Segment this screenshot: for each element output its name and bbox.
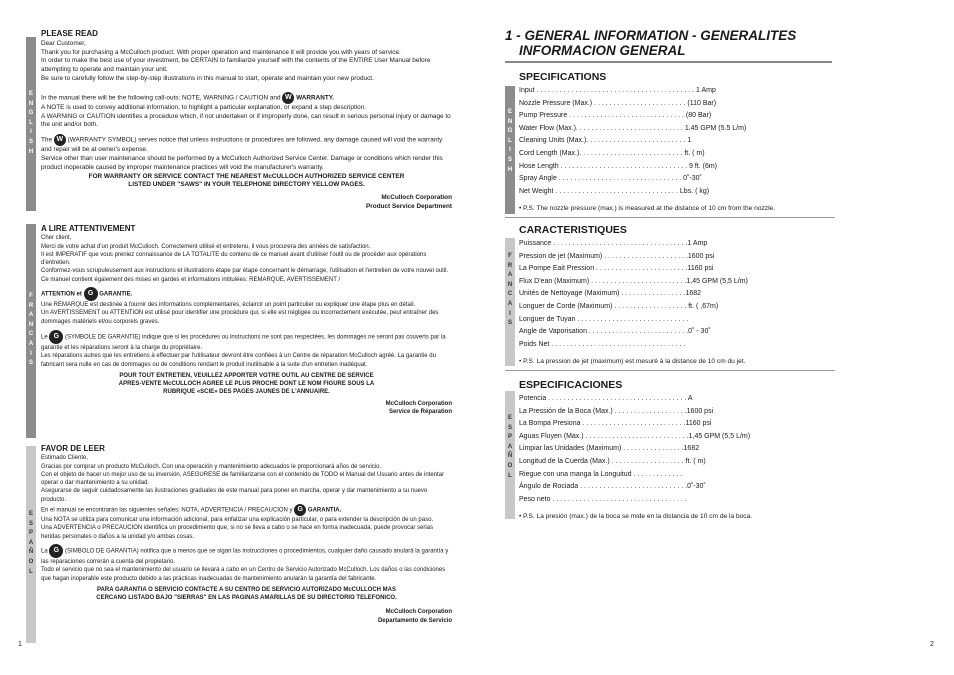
- french-p1: Cher client,: [41, 235, 72, 242]
- title-rule: [505, 61, 832, 63]
- spanish-p1: Estimado Cliente,: [41, 455, 89, 462]
- spanish-signature-1: McCulloch Corporation: [385, 609, 452, 616]
- french-p5-line: [41, 287, 452, 301]
- spec-row: Cord Length (Max.). . . . . . . . . . . . . . . . . . . . . . . . . . . ft. ( m): [519, 149, 705, 157]
- french-p7: Un AVERTISSEMENT ou ATTENTION est utilisé pour identifier une procédure qui, si elle est négligée ou incorrectement exécutée, peut entraîner des dommages matériels et/ou corporels graves.: [41, 310, 439, 325]
- spec-row: La Pressión de la Boca (Max.) . . . . . . . . . . . . . . . . . . .1600 psi: [519, 407, 714, 415]
- spec-row: Unités de Nettoyage (Maximum) . . . . . . . . . . . . . . . . .1682: [519, 290, 702, 298]
- specs-side-label: E N G L I S H: [507, 109, 513, 173]
- english-heading: PLEASE READ: [41, 29, 98, 38]
- spanish-p5: En el manual se encontrarán las siguientes señales: NOTA, ADVERTENCIA / PRECAUCION y: [41, 507, 293, 514]
- french-contact-2: APRES-VENTE McCULLOCH AGREE LE PLUS PROCHE DONT LE NOM FIGURE SOUS LA: [118, 381, 375, 388]
- spec-row: Nozzle Pressure (Max.) . . . . . . . . . . . . . . . . . . . . . . . . (110 Bar): [519, 99, 717, 107]
- specifications-note: • P.S. The nozzle pressure (max.) is measured at the distance of 10 cm from the nozzle.: [519, 205, 776, 213]
- french-heading: A LIRE ATTENTIVEMENT: [41, 224, 136, 233]
- carac-side-label: F R A N C A I S: [507, 253, 513, 327]
- french-p5c: GARANTIE.: [99, 291, 133, 298]
- spanish-p8-line: [41, 544, 452, 566]
- garantie-g-icon-2: G: [49, 330, 63, 344]
- spec-row: Ángulo de Rociada . . . . . . . . . . . . . . . . . . . . . . . . . . . .0˚-30˚: [519, 483, 706, 491]
- english-p5b: WARRANTY.: [296, 94, 335, 102]
- spanish-contact-1: PARA GARANTIA O SERVICIO CONTACTE A SU CENTRO DE SERVICIO AUTORIZADO McCULLOCH MAS: [96, 586, 396, 593]
- spec-row: Water Flow (Max.). . . . . . . . . . . . . . . . . . . . . . . . . . . . 1.45 GPM (5.5 L/m): [519, 124, 747, 132]
- spec-row: Longuer de Corde (Maximum) . . . . . . . . . . . . . . . . . . . ft. ( ,67m): [519, 302, 719, 310]
- spec-row: Longuer de Tuyan . . . . . . . . . . . . . . . . . . . . . . . . . . . . .: [519, 315, 689, 323]
- english-p8a: The: [41, 136, 53, 144]
- french-p6: Une REMARQUE est destinée à fournir des informations complémentaires, éclaircir un point particulier ou expliquer une étape plus en détail.: [41, 302, 416, 309]
- spec-row: Puissance . . . . . . . . . . . . . . . . . . . . . . . . . . . . . . . . . . .1 Amp: [519, 240, 708, 247]
- english-p6: A NOTE is used to convey additional information, to highlight a particular explanation, or expand a step description.: [41, 103, 367, 111]
- spec-row: Angle de Vaporisation . . . . . . . . . . . . . . . . . . . . . . . . . .0˚ - 30˚: [519, 328, 711, 336]
- french-signature-2: Service de Réparation: [388, 409, 452, 416]
- english-p5-line: [41, 92, 452, 104]
- spec-row: Pump Pressure . . . . . . . . . . . . . . . . . . . . . . . . . . . . . . (80 Bar): [519, 112, 712, 120]
- spanish-p4: Asegurarse de seguir cuidadosamente las ilustraciones graduales de este manual para poner en marcha, operar y dar mantenimiento a su nuevo producto.: [41, 488, 428, 503]
- french-p8a: Le: [41, 334, 48, 341]
- spanish-p5b: GARANTIA.: [307, 507, 342, 514]
- french-a-lire: [41, 225, 452, 416]
- spec-row: Flux D'ean (Maximum) . . . . . . . . . . . . . . . . . . . . . . . . .1,45 GPM (5,5 L/m): [519, 277, 748, 285]
- title-line-1: 1 - GENERAL INFORMATION - GENERALITES: [505, 28, 797, 43]
- english-p8b: (WARRANTY SYMBOL) serves notice that unless instructions or procedures are followed, any damage caused will void the warranty and repair will be at owner's expense.: [41, 136, 443, 154]
- english-contact-2: LISTED UNDER "SAWS" IN YOUR TELEPHONE DIRECTORY YELLOW PAGES.: [128, 181, 365, 189]
- french-p2: Merci de votre achat d'un produit McCulloch. Correctement utilisé et entretenu, il vous procurera des années de satisfaction.: [41, 243, 371, 250]
- english-side-label: E N G L I S H: [28, 91, 34, 155]
- french-signature-1: McCulloch Corporation: [385, 400, 452, 407]
- garantia-g-icon-2: G: [49, 544, 63, 558]
- english-p1: Dear Customer,: [41, 39, 86, 47]
- spec-row: Pression de jet (Maximum) . . . . . . . . . . . . . . . . . . . . . .1600 psi: [519, 252, 715, 260]
- spec-row: Riegue con una manga la Longuitud . . . . . . . . . . . . .: [519, 470, 683, 478]
- caracteristiques-heading: CARACTERISTIQUES: [519, 224, 627, 236]
- french-p3: Il est IMPERATIF que vous preniez connaissance de LA TOTALITE du contenu de ce manuel avant d'utiliser l'outil ou de procéder aux opérations d'entretien.: [41, 251, 427, 267]
- spanish-p8a: La: [41, 548, 48, 555]
- spec-row: La Bompa Presiona . . . . . . . . . . . . . . . . . . . . . . . . . . .1160 psi: [519, 420, 712, 428]
- caracteristiques-section: [519, 224, 834, 365]
- spec-row: Poids Net . . . . . . . . . . . . . . . . . . . . . . . . . . . . . . . . . . .: [519, 340, 686, 348]
- garantia-g-icon: G: [294, 504, 306, 516]
- spanish-p5-line: [41, 504, 452, 516]
- spanish-p8b: (SIMBOLO DE GARANTIA) notifica que a menos que se sigan las instrucciones o procedimientos, cualquier daño causado anulará la garantía y las reparaciones correrán a cuenta del propietario.: [41, 548, 449, 565]
- spec-row: Longitud de la Cuerda (Max.) . . . . . . . . . . . . . . . . . . . ft. ( m): [519, 457, 706, 465]
- spanish-favor-de-leer: [41, 445, 452, 625]
- french-p9: Les réparations autres que les entretiens à effectuer par l'utilisateur devront être confiées à un Centre de réparation McCulloch agréé. La garantie du fabricant sera nulle en cas de dommages ou de conditions rendant le produit inutilisable à la suite d'un entretien inadéquat.: [41, 353, 436, 368]
- page-number-right: 2: [930, 641, 934, 648]
- spanish-signature-2: Departamento de Servicio: [377, 617, 452, 624]
- english-please-read: [41, 30, 452, 212]
- spanish-p6: Una NOTA se utiliza para comunicar una información adicional, para enfatizar una explicación particular, o para extender la descripción de un paso.: [41, 517, 434, 524]
- french-contact-1: POUR TOUT ENTRETIEN, VEUILLEZ APPORTER VOTRE OUTIL AU CENTRE DE SERVICE: [119, 372, 374, 379]
- spanish-heading: FAVOR DE LEER: [41, 444, 105, 453]
- spanish-p7: Una ADVERTENCIA o PRECAUCION identifica un procedimiento que, si no se lleva a cabo o se hace en forma inadecuada, puede provocar serias heridas personales o daños a la unidad y/o ambas cosas.: [41, 525, 434, 540]
- section-divider: [505, 217, 835, 218]
- spec-row: Cleaning Units (Max.). . . . . . . . . . . . . . . . . . . . . . . . . . 1: [519, 137, 692, 145]
- english-p3: In order to make the best use of your investment, be CERTAIN to familiarize yourself with the contents of the ENTIRE User Manual before attempting to operate and maintain your unit.: [41, 57, 431, 74]
- spec-row: Input . . . . . . . . . . . . . . . . . . . . . . . . . . . . . . . . . . . . . . . . . 1 Amp: [519, 87, 716, 94]
- spanish-side-label: E S P A Ñ O L: [28, 511, 34, 575]
- spec-row: La Pompe Eait Pression . . . . . . . . . . . . . . . . . . . . . . . .1160 psi: [519, 265, 714, 273]
- english-p9: Service other than user maintenance should be performed by a McCulloch Authorized Service Center. Damage or conditions which render this product inoperable caused by improper maintenance practices will void the manufacturer's warranty.: [41, 154, 443, 171]
- spec-row: Net Weight . . . . . . . . . . . . . . . . . . . . . . . . . . . . . . . . Lbs. ( kg): [519, 187, 710, 195]
- warranty-w-icon-2: W: [54, 134, 66, 146]
- english-p8-line: [41, 134, 452, 155]
- spec-row: Peso neto . . . . . . . . . . . . . . . . . . . . . . . . . . . . . . . . . . .: [519, 495, 687, 503]
- english-contact-1: FOR WARRANTY OR SERVICE CONTACT THE NEAREST McCULLOCH AUTHORIZED SERVICE CENTER: [88, 172, 405, 180]
- espec-side-label: E S P A Ñ O L: [507, 415, 513, 479]
- spec-row: Potencia . . . . . . . . . . . . . . . . . . . . . . . . . . . . . . . . . . . . A: [519, 395, 693, 402]
- spanish-p3: Con el objeto de hacer un mejor uso de su inversión, ASEGURESE de familiarizarse con el contenido de TODO el Manual del Usuario antes de intentar operar o dar mantenimiento a su unidad.: [41, 471, 444, 487]
- spec-row: Limpiar las Unidades (Maximum) . . . . . . . . . . . . . . . .1682: [519, 445, 700, 453]
- english-signature-2: Product Service Department: [366, 202, 452, 210]
- english-p5: In the manual there will be the following call-outs: NOTE, WARNING / CAUTION and: [41, 94, 281, 102]
- french-p8b: (SYMBOLE DE GARANTIE) indique que si les procédures ou instructions ne sont pas respectées, les dommages ne seront pas couverts par la garantie et les réparations seront à la charge du propriétaire.: [41, 334, 446, 351]
- spanish-p9: Todo el servicio que no sea el mantenimiento del usuario se llevará a cabo en un Centro de Servicio Autorizado McCulloch. Los daños o las condiciones que hagan inoperable este producto debido a las prácticas inadecuadas de mantenimiento anularán la garantía del fabricante.: [41, 567, 446, 582]
- warranty-w-icon: W: [282, 92, 294, 104]
- especificaciones-heading: ESPECIFICACIONES: [519, 379, 623, 391]
- english-p2: Thank you for purchasing a McCulloch product. With proper operation and maintenance it will provide you with years of service.: [41, 48, 401, 56]
- french-p5b: ATTENTION et: [41, 291, 82, 298]
- french-p8-line: [41, 330, 452, 352]
- title-line-2: INFORMACION GENERAL: [519, 43, 686, 58]
- spanish-contact-2: CERCANO LISTADO BAJO "SIERRAS" EN LAS PAGINAS AMARILLAS DE SU DIRECTORIO TELEFONICO.: [96, 595, 397, 602]
- english-p7: A WARNING or CAUTION identifies a procedure which, if not undertaken or if improperly done, can result in serious personal injury or damage to the unit and/or both.: [41, 112, 451, 129]
- french-side-label: F R A N C A I S: [28, 293, 34, 367]
- caracteristiques-note: • P.S. La pression de jet (maximum) est mesuré à la distance de 10 cm du jet.: [519, 358, 746, 366]
- english-p4: Be sure to carefully follow the step-by-step illustrations in this manual to start, operate and maintain your new product.: [41, 74, 374, 82]
- specifications-section: [519, 71, 834, 212]
- section-divider: [505, 370, 835, 371]
- spec-row: Aguas Fluyen (Max.) . . . . . . . . . . . . . . . . . . . . . . . . . . .1,45 GPM (5,5 L/m): [519, 432, 751, 440]
- especificaciones-note: • P.S. La presión (max.) de la boca se mide en la distancia de 10 cm de la boca.: [519, 513, 753, 521]
- especificaciones-section: [519, 379, 834, 520]
- french-p5: Ce manuel contient également des mises en gardes et informations intitulées: REMARQUE, AVERTISSEMENT /: [41, 276, 341, 283]
- spanish-p2: Gracias por comprar un producto McCulloch. Con una operación y mantenimiento adecuados le proporcionará años de servicio.: [41, 463, 382, 470]
- french-contact-3: RUBRIQUE «SCIE» DES PAGES JAUNES DE L'ANNUAIRE.: [163, 389, 330, 396]
- page-number-left: 1: [18, 641, 22, 648]
- english-signature-1: McCulloch Corporation: [381, 194, 452, 202]
- spec-row: Hose Length . . . . . . . . . . . . . . . . . . . . . . . . . . . . . . . . . 9 ft. (6m): [519, 162, 718, 170]
- page-title: [505, 28, 796, 58]
- spec-row: Spray Angle . . . . . . . . . . . . . . . . . . . . . . . . . . . . . . . . 0˚-30˚: [519, 175, 702, 183]
- specifications-heading: SPECIFICATIONS: [519, 71, 607, 83]
- garantie-g-icon: G: [84, 287, 98, 301]
- french-p4: Conformez-vous scrupuleusement aux instructions et illustrations étape par étape concernant le démarrage, l'utilisation et l'entretien de votre nouvel outil.: [41, 268, 449, 275]
